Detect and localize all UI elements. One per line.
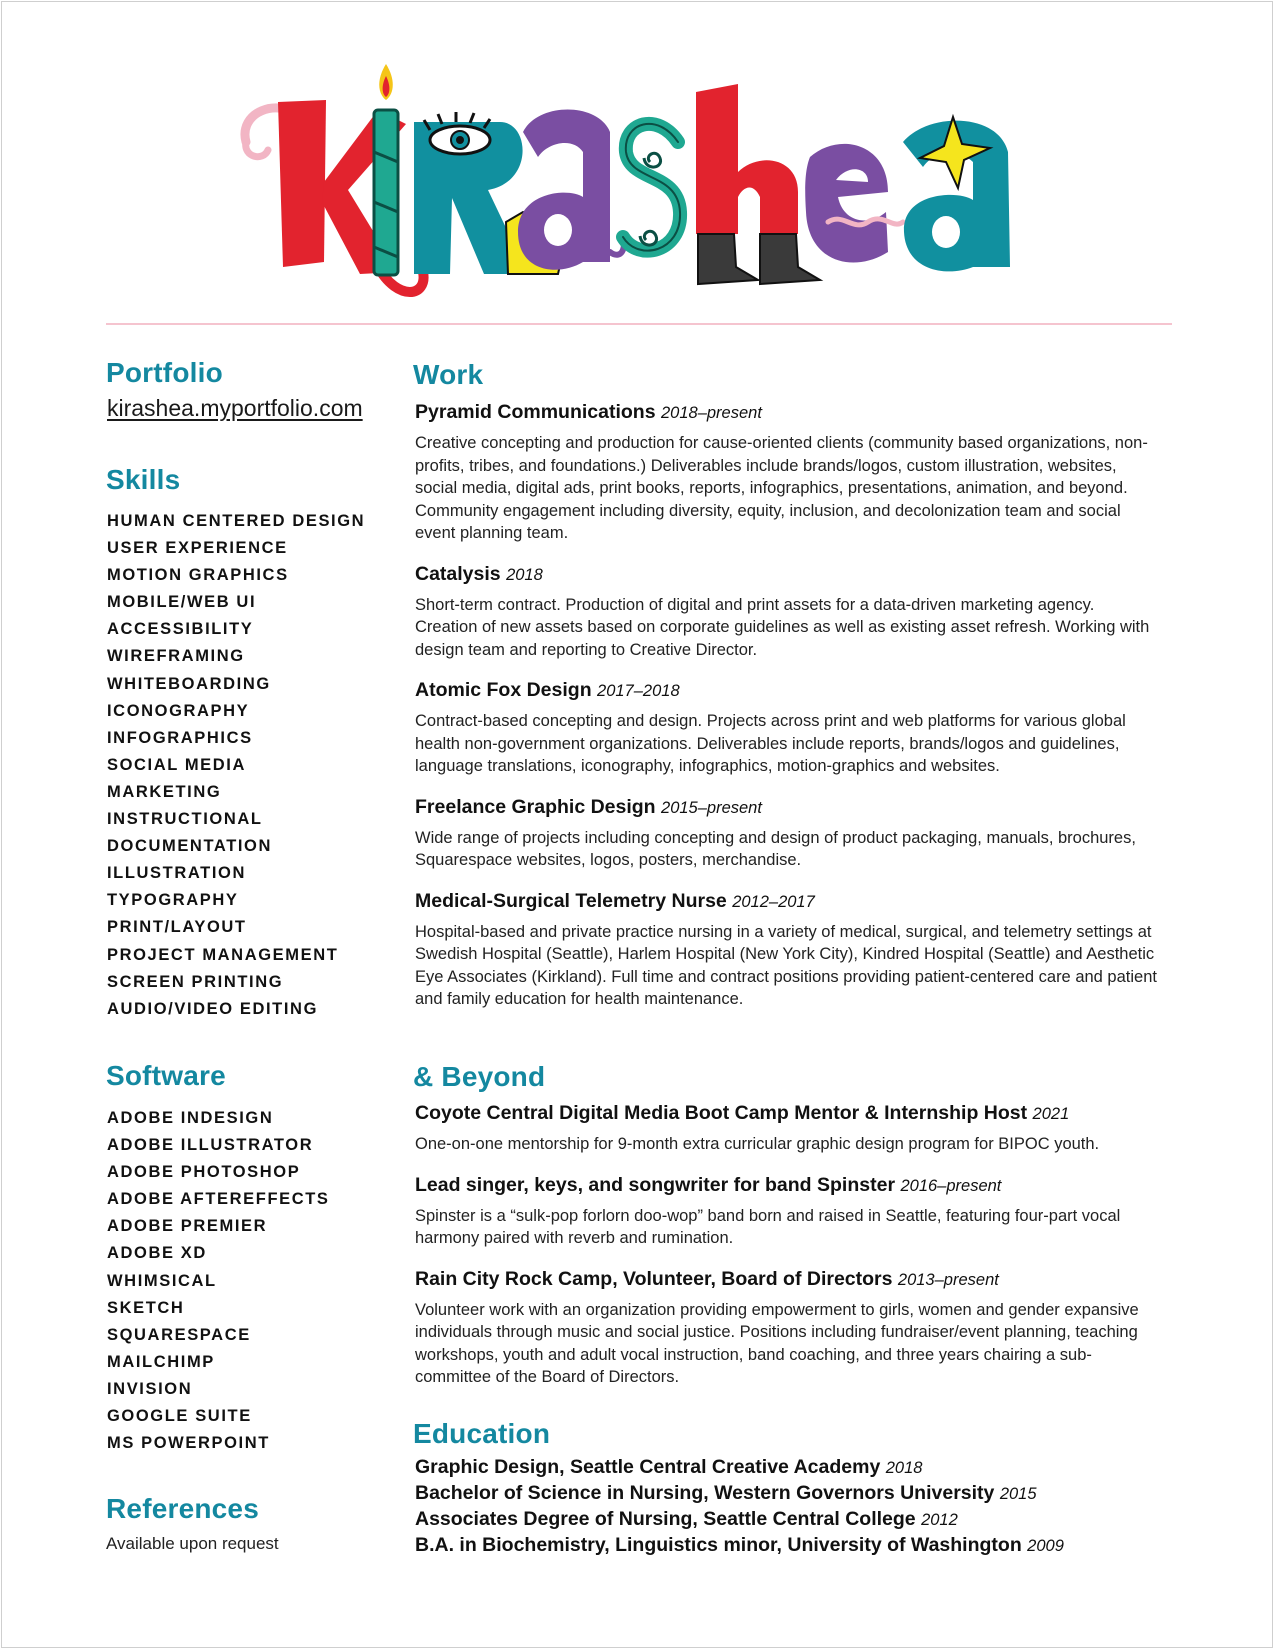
- software-item: ADOBE AFTEREFFECTS: [107, 1190, 330, 1209]
- work-entry-description: Creative concepting and production for cause-oriented clients (community based organizations, non-profits, tribes, and foundations.) Deliverables include brands/logos, custom illustration, websites, social media, digital ads, print books, reports, infographics, presentations, animation, and beyond. Community engagement including diversity, equity, inclusion, and decolonization team and social event planning team.: [415, 434, 1148, 542]
- references-text: Available upon request: [106, 1534, 279, 1553]
- software-item: ADOBE ILLUSTRATOR: [107, 1136, 314, 1155]
- work-entry-years: 2018: [506, 565, 543, 584]
- education-title: Bachelor of Science in Nursing, Western Governors University: [415, 1482, 995, 1504]
- work-entry: [415, 400, 1160, 545]
- work-entry-years: 2012–2017: [732, 892, 815, 911]
- work-entry-description: Hospital-based and private practice nursing in a variety of medical, surgical, and telemetry settings at Swedish Hospital (Seattle), Harlem Hospital (New York City), Kindred Hospital (Seattle) and Aesthetic Eye Associates (Kirkland). Full time and contract positions providing patient-centered care and patient and family education for health maintenance.: [415, 922, 1157, 1008]
- work-entry-years: 2018–present: [660, 404, 762, 422]
- beyond-entry-description: Volunteer work with an organization providing empowerment to girls, women and gender expansive individuals through music and social justice. Positions including fundraiser/event planning, teaching workshops, youth and adult vocal instruction, band coaching, and three years chairing a sub-committee of the Board of Directors.: [415, 1300, 1139, 1386]
- education-item: [415, 1455, 1064, 1481]
- education-years: 2018: [885, 1459, 923, 1477]
- beyond-entry-description: Spinster is a “sulk-pop forlorn doo-wop” band born and raised in Seattle, featuring four-part vocal harmony paired with reverb and rumination.: [415, 1206, 1121, 1247]
- references-heading: References: [106, 1493, 259, 1524]
- work-entry-description: Contract-based concepting and design. Projects across print and web platforms for various global health non-government organizations. Deliverables include reports, brands/logos and guidelines, language translations, iconography, infographics, motion-graphics and websites.: [415, 712, 1126, 775]
- skill-item: INSTRUCTIONAL: [107, 810, 263, 829]
- education-item: [415, 1507, 1064, 1533]
- software-item: MAILCHIMP: [107, 1352, 215, 1371]
- skill-item: INFOGRAPHICS: [107, 728, 253, 747]
- beyond-entry-years: 2016–present: [900, 1176, 1002, 1195]
- logo-letter-a-star: [903, 117, 1010, 271]
- skill-item: HUMAN CENTERED DESIGN: [107, 512, 366, 530]
- software-item: ADOBE INDESIGN: [107, 1109, 274, 1127]
- work-entry-description: Short-term contract. Production of digital and print assets for a data-driven marketing agency. Creation of new assets based on corporate guidelines as well as existing asset refresh. Working with design team and reporting to Creative Director.: [415, 595, 1150, 659]
- beyond-entry: [415, 1173, 1160, 1250]
- skill-item: ICONOGRAPHY: [107, 701, 250, 720]
- education-title: Associates Degree of Nursing, Seattle Central College: [415, 1508, 916, 1530]
- beyond-entry-years: 2013–present: [897, 1270, 999, 1289]
- beyond-entry: [415, 1267, 1160, 1389]
- education-years: 2009: [1027, 1537, 1064, 1555]
- skill-item: AUDIO/VIDEO EDITING: [107, 999, 318, 1018]
- software-item: SQUARESPACE: [107, 1325, 251, 1344]
- software-item: WHIMSICAL: [107, 1271, 217, 1290]
- beyond-entry-title: Coyote Central Digital Media Boot Camp Mentor & Internship Host: [415, 1102, 1028, 1124]
- skills-heading: Skills: [106, 464, 181, 495]
- skill-item: MARKETING: [107, 782, 222, 801]
- beyond-entries: [415, 1101, 1160, 1406]
- skill-item: SCREEN PRINTING: [107, 972, 284, 991]
- work-entry: [415, 889, 1160, 1011]
- name-logo: [238, 62, 1018, 302]
- software-item: ADOBE PREMIER: [107, 1217, 268, 1236]
- beyond-heading: & Beyond: [413, 1061, 546, 1092]
- software-item: GOOGLE SUITE: [107, 1407, 252, 1426]
- software-item: ADOBE XD: [107, 1244, 207, 1263]
- skill-item: ILLUSTRATION: [107, 864, 246, 883]
- skill-item: SOCIAL MEDIA: [107, 755, 246, 774]
- software-item: INVISION: [107, 1379, 193, 1398]
- education-item: [415, 1533, 1064, 1559]
- work-entry-years: 2017–2018: [597, 682, 680, 700]
- software-item: SKETCH: [107, 1298, 185, 1317]
- skill-item: PRINT/LAYOUT: [107, 918, 247, 937]
- skills-list: [107, 508, 365, 1023]
- work-entry-title: Medical-Surgical Telemetry Nurse: [415, 889, 727, 912]
- work-entry-description: Wide range of projects including concepting and design of product packaging, manuals, brochures, Squarespace websites, logos, posters, merchandise.: [415, 828, 1136, 869]
- work-entry: [415, 678, 1160, 778]
- beyond-entry-years: 2021: [1032, 1105, 1070, 1123]
- header-divider: [106, 323, 1172, 325]
- beyond-entry-description: One-on-one mentorship for 9-month extra curricular graphic design program for BIPOC youth.: [415, 1135, 1100, 1153]
- skill-item: USER EXPERIENCE: [107, 539, 288, 558]
- education-heading: Education: [413, 1418, 551, 1449]
- education-list: [415, 1455, 1064, 1559]
- logo-letter-h-boots: [696, 84, 820, 284]
- education-item: [415, 1481, 1064, 1507]
- resume-page: [1, 1, 1273, 1648]
- software-item: MS POWERPOINT: [107, 1434, 270, 1453]
- work-entry: [415, 795, 1160, 872]
- work-entry-title: Catalysis: [415, 562, 501, 585]
- skill-item: DOCUMENTATION: [107, 837, 273, 856]
- software-list: [107, 1105, 330, 1457]
- logo-letter-e: [805, 144, 903, 263]
- work-heading: Work: [413, 359, 484, 390]
- beyond-entry-title: Rain City Rock Camp, Volunteer, Board of Directors: [415, 1267, 893, 1290]
- skill-item: WHITEBOARDING: [107, 674, 271, 693]
- skill-item: PROJECT MANAGEMENT: [107, 945, 339, 964]
- beyond-entry: [415, 1101, 1160, 1156]
- beyond-entry-title: Lead singer, keys, and songwriter for band Spinster: [415, 1173, 896, 1196]
- skill-item: ACCESSIBILITY: [107, 620, 254, 639]
- work-entry-title: Freelance Graphic Design: [415, 795, 656, 818]
- portfolio-link[interactable]: kirashea.myportfolio.com: [107, 395, 363, 421]
- education-years: 2012: [921, 1511, 958, 1529]
- work-entry-years: 2015–present: [661, 798, 762, 817]
- work-entry: [415, 562, 1160, 662]
- work-entry-title: Atomic Fox Design: [415, 679, 592, 701]
- skill-item: MOTION GRAPHICS: [107, 566, 289, 585]
- portfolio-heading: Portfolio: [106, 357, 223, 388]
- logo-letter-s-swirl: [623, 124, 680, 251]
- logo-letter-i-candle: [374, 64, 398, 275]
- skill-item: TYPOGRAPHY: [107, 891, 239, 910]
- skill-item: WIREFRAMING: [107, 647, 245, 666]
- software-item: ADOBE PHOTOSHOP: [107, 1163, 301, 1182]
- software-heading: Software: [106, 1060, 226, 1091]
- education-title: B.A. in Biochemistry, Linguistics minor, University of Washington: [415, 1534, 1022, 1556]
- education-title: Graphic Design, Seattle Central Creative Academy: [415, 1456, 881, 1478]
- logo-letter-a: [506, 110, 624, 275]
- work-entries: [415, 400, 1160, 1028]
- skill-item: MOBILE/WEB UI: [107, 593, 257, 612]
- work-entry-title: Pyramid Communications: [415, 401, 656, 423]
- education-years: 2015: [999, 1485, 1037, 1503]
